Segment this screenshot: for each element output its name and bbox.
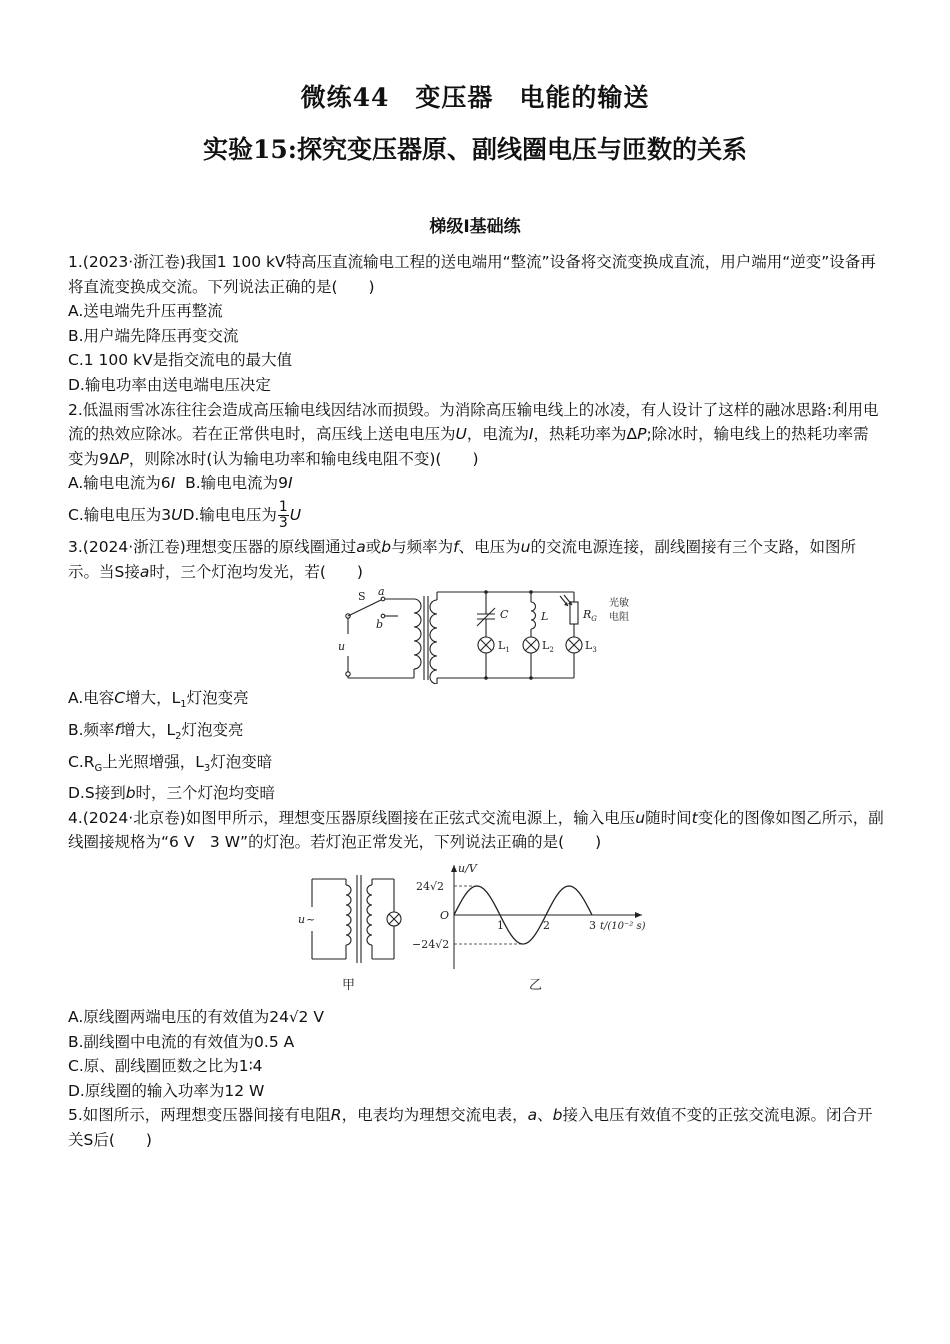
q3-option-b[interactable]: B.频率f增大，$L_2$灯泡变亮	[68, 720, 244, 742]
q4-option-a[interactable]: A.原线圈两端电压的有效值为24√2 V	[68, 1007, 324, 1026]
source-u-label: u	[338, 640, 346, 654]
photoresistor-caption-2: 电阻	[609, 612, 629, 624]
q2-stem: 2.低温雨雪冰冻往往会造成高压输电线因结冰而损毁。为消除高压输电线上的冰凌，有人设计了这样的融冰思路:利用电流的热效应除冰。若在正常供电时，高压线上送电电压为U，电流为I，热耗功率为ΔP;除冰时，输电线上的热耗功率需变为9ΔP，则除冰时(认为输电功率和输电线电阻不变)( )	[68, 400, 879, 468]
transformer-lamp-diagram	[312, 875, 401, 963]
ymax-tick-label: 24√2	[416, 879, 445, 893]
q1-option-c[interactable]: C.1 100 kV是指交流电的最大值	[68, 351, 293, 370]
x-tick-2: 2	[543, 918, 550, 932]
photoresistor-label: $R_G$	[583, 608, 597, 624]
q2-option-b[interactable]: B.输电电流为9I	[185, 474, 293, 493]
q1-option-d[interactable]: D.输电功率由送电端电压决定	[68, 375, 271, 394]
lamp-l1-label: $L_1$	[498, 639, 510, 655]
capacitor-label: C	[500, 608, 509, 622]
transformer-circuit-diagram	[336, 588, 686, 684]
q2-options-ab	[68, 471, 884, 496]
q3-option-a[interactable]: A.电容C增大，$L_1$灯泡变亮	[68, 689, 249, 711]
q1-option-a[interactable]: A.送电端先升压再整流	[68, 302, 223, 321]
inductor-label: L	[541, 610, 549, 624]
lamp-l3-label: $L_3$	[585, 639, 597, 655]
q3-stem: 3.(2024·浙江卷)理想变压器的原线圈通过a或b与频率为f、电压为u的交流电源连接，副线圈接有三个支路，如图所示。当S接a时，三个灯泡均发光，若( )	[68, 537, 856, 581]
q4-option-c[interactable]: C.原、副线圈匝数之比为1∶4	[68, 1057, 263, 1076]
photoresistor-caption-1: 光敏	[609, 598, 629, 610]
x-axis-label: t/(10⁻² s)	[600, 920, 646, 932]
exercise-title: 微练44 变压器 电能的输送	[300, 83, 650, 112]
q4-stem: 4.(2024·北京卷)如图甲所示，理想变压器原线圈接在正弦式交流电源上，输入电压u随时间t变化的图像如图乙所示，副线圈接规格为“6 V 3 W”的灯泡。若灯泡正常发光，下列说法正确的是( )	[68, 808, 884, 852]
switch-label: S	[358, 590, 366, 604]
terminal-a-label: a	[378, 588, 385, 599]
lamp-l2-label: $L_2$	[542, 639, 554, 655]
square-root-symbol: √	[288, 1007, 299, 1026]
source-u-label: u	[298, 912, 306, 926]
ac-source-symbol: ~	[306, 912, 316, 926]
origin-label: O	[440, 908, 450, 922]
section-heading: 梯级Ⅰ基础练	[429, 217, 521, 237]
q3-option-c[interactable]: $C.R_G$上光照增强，$L_3$灯泡变暗	[68, 752, 273, 774]
ymin-tick-label: −24√2	[412, 937, 450, 951]
voltage-time-graph	[412, 862, 646, 969]
x-tick-3: 3	[589, 918, 596, 932]
y-axis-label: u/V	[458, 861, 477, 875]
x-tick-1: 1	[497, 918, 504, 932]
figure-jia-label: 甲	[342, 977, 356, 993]
q2-options-cd	[68, 500, 884, 531]
terminal-b-label: b	[376, 618, 384, 632]
q2-option-d[interactable]: D.输电电压为 $\frac{1}{3}$ U	[182, 498, 302, 531]
q2-option-c[interactable]: C.输电电压为3U	[68, 505, 183, 524]
q3-option-d[interactable]: D.S接到b时，三个灯泡均变暗	[68, 784, 276, 803]
experiment-title: 实验15:探究变压器原、副线圈电压与匝数的关系	[202, 135, 748, 164]
q5-stem: 5.如图所示，两理想变压器间接有电阻R，电表均为理想交流电表，a、b接入电压有效值不变的正弦交流电源。闭合开关S后( )	[68, 1106, 873, 1149]
figure-jia-yi	[294, 861, 734, 1001]
q1-stem: 1.(2023·浙江卷)我国1 100 kV特高压直流输电工程的送电端用“整流”设备将交流变换成直流，用户端用“逆变”设备再将直流变换成交流。下列说法正确的是( )	[68, 253, 876, 296]
fraction-one-third: $\frac{1}{3}$	[278, 498, 288, 531]
q2-option-a[interactable]: A.输电电流为6I	[68, 474, 176, 493]
questions	[68, 250, 884, 1153]
q1-option-b[interactable]: B.用户端先降压再变交流	[68, 326, 239, 345]
q4-option-b[interactable]: B.副线圈中电流的有效值为0.5 A	[68, 1032, 295, 1051]
q4-option-d[interactable]: D.原线圈的输入功率为12 W	[68, 1081, 265, 1100]
figure-yi-label: 乙	[529, 977, 543, 993]
